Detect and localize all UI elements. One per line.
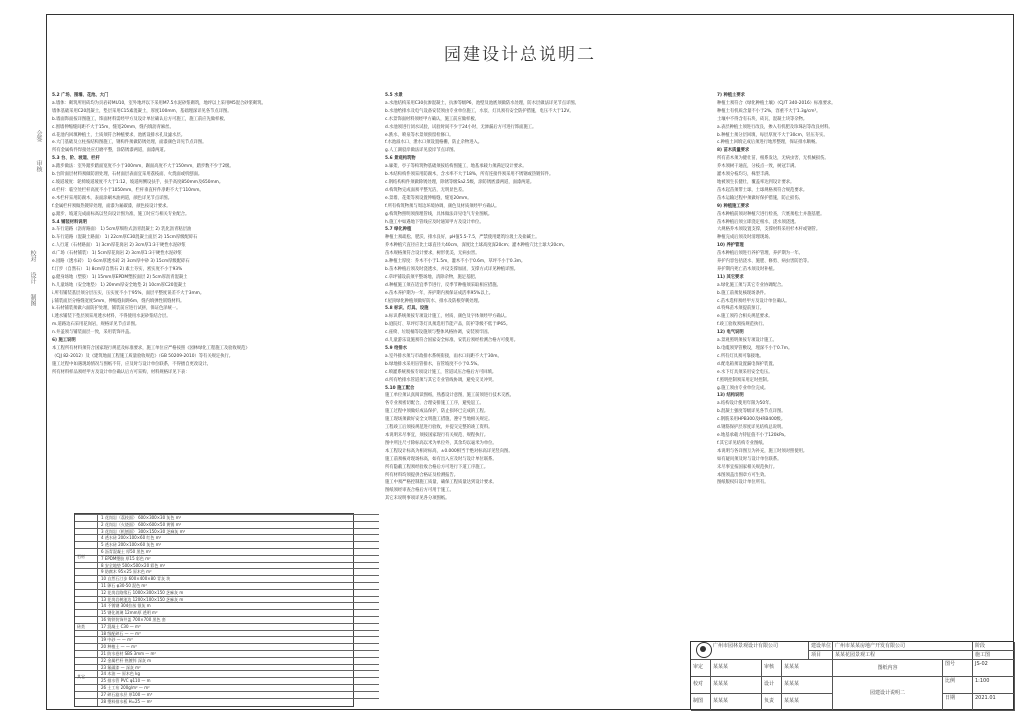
note-line: c.钢结构构件须做除锈处理，除锈等级Sa2.5级，涂防锈底漆两道，面漆两道。 <box>385 179 535 185</box>
side-label: 设计 <box>29 272 36 284</box>
title-block <box>690 641 1014 710</box>
note-line: e.园路（透水砖） 1) 6cm厚透水砖 2) 3cm厚中砂 3) 15cm厚级配碎石 <box>52 259 190 265</box>
note-line: 未尽事宜按国家相关规范执行。 <box>717 464 778 470</box>
note-line: c.喷灌系统须按专项设计施工，管道试压合格后方可回填。 <box>385 369 497 375</box>
note-line: d.特殊苗木须提前预订。 <box>717 306 765 312</box>
table-row: 26 土工布 200g/m² — m² <box>75 684 379 692</box>
note-line: f.竣工验收须按规范执行。 <box>717 322 767 328</box>
note-line: 如有疑问须及时与设计单位联系。 <box>717 456 782 462</box>
note-line: b.水池给排水及电气设备安装须由专业单位施工，水泵、灯具须有安全防护措施，电压不大于12V。 <box>385 108 574 114</box>
note-line: 本说明与各详图互为补充，施工时须对照使用。 <box>717 448 808 454</box>
table-row: 28 塑料排水板 H=25 — m² <box>75 698 379 706</box>
note-line: 图中所注尺寸除标高以米为单位外，其余均以毫米为单位。 <box>385 440 497 446</box>
note-line: 所有材料样品须经甲方及设计单位确认后方可采购，材料规格详见下表： <box>52 369 190 375</box>
note-line: b.墙面饰面按详图施工，饰面材料需经甲方及设计单位确认后方可施工，施工前应先做样板。 <box>52 116 228 122</box>
section-heading: 5.8 标识、灯具、设施 <box>385 306 429 312</box>
note-line: 本图须盖出图章方可生效。 <box>717 472 769 478</box>
note-line: 其它未说明事项详见各分项图纸。 <box>385 496 450 502</box>
table-row: 19 中砂 — — m³ <box>75 636 379 644</box>
note-line: a.车行道路（沥青路面） 1) 5cm厚细粒式沥青混凝土 2) 乳化沥青粘层油 <box>52 227 192 233</box>
section-heading: 13) 结构说明 <box>717 393 744 399</box>
table-row: 6 沥青混凝土 厚50 黑色 m² <box>75 548 379 556</box>
role-name: 某某某 <box>711 694 762 711</box>
date-label: 日期 <box>943 694 973 711</box>
section-heading: 5.10 施工配合 <box>385 385 415 391</box>
note-line: 本说明未尽事宜，须按国家现行有关规范、规程执行。 <box>385 432 489 438</box>
note-line: b.庭院灯、草坪灯等灯具须选用节能产品，防护等级不低于IP65。 <box>385 322 511 328</box>
note-line: 种植土有机质含量不小于2%，容重不大于1.3g/cm³。 <box>717 108 821 114</box>
drawing-no-value: JS-02 <box>973 660 1015 677</box>
note-line: 工程竣工后须按规范进行验收，并提交完整的竣工资料。 <box>385 425 493 431</box>
note-line: 苗木种植后须进行养护管理，养护期为一年。 <box>717 251 803 257</box>
note-line: f.水池溢水口、泄水口须设置格栅，防止杂物进入。 <box>385 140 483 146</box>
role-name: 某某某 <box>711 660 762 677</box>
section-heading: 10) 养护管理 <box>717 243 744 249</box>
note-line: e.水下灯具须采用安全电压。 <box>717 369 773 375</box>
section-heading: 5.4 铺装材料说明 <box>52 219 87 225</box>
table-row: 18 级配碎石 — — m³ <box>75 630 379 638</box>
note-line: 墙体基础采用C20混凝土，垫层采用C15素混凝土，厚度100mm，基础埋深详见各节点详图。 <box>52 108 232 114</box>
note-line: h.儿童场地（安全地垫） 1) 20mm厚安全地垫 2) 10cm厚C20混凝土 <box>52 282 187 288</box>
note-line: d.广场（石材铺装） 1) 5cm厚花岗岩 2) 3cm厚1:3干硬性水泥砂浆 <box>52 251 182 257</box>
note-line: f.金属栏杆须做热镀锌处理，面漆为氟碳漆，颜色按设计要求。 <box>52 203 171 209</box>
note-line: c.围墙伸缩缝间距不大于15m，缝宽20mm，缝内填沥青麻丝。 <box>52 124 174 130</box>
role-label: 负责 <box>762 694 782 711</box>
note-line: d.钢筋保护层厚度详见结构总说明。 <box>717 425 786 431</box>
note-line: a.廊架、亭子等构筑物基础须按结构图施工，地基承载力须满足设计要求。 <box>385 164 527 170</box>
note-line: b.木结构构件须采用防腐木，含水率不大于18%，所有连接件须采用不锈钢或热镀锌件。 <box>385 172 554 178</box>
materials-table <box>74 513 354 707</box>
note-line: 本工程所有材料须符合国家现行规范及标准要求，施工单位应严格按照《园林绿化工程施工及验收规范》 <box>52 346 250 351</box>
note-line: 乔木须树干通直，分枝点一致，树冠丰满。 <box>717 164 799 170</box>
note-line: k.石材铺装须做六面防护处理，铺装前应进行试拼，保证色泽统一。 <box>52 306 181 312</box>
section-heading: 12) 电气说明 <box>717 330 744 336</box>
role-label: 审定 <box>691 660 711 677</box>
note-line: d.配电箱须设置漏电保护装置。 <box>717 361 777 367</box>
side-label: 校对 <box>29 250 36 262</box>
table-row: 13 花岗岩树池边 1200×100×150 芝麻灰 m <box>75 596 379 604</box>
note-line: c.钢筋采用HPB300及HRB400级。 <box>717 417 786 423</box>
note-line: e.地基承载力特征值不小于120kPa。 <box>717 432 789 438</box>
table-row: 16 铸铁装饰井盖 700×700 黑色 套 <box>75 616 379 624</box>
note-line: g.人工湖驳岸做法详见驳岸节点详图。 <box>385 148 458 154</box>
note-line: 种植土须符合《绿化种植土壤》（CJ/T 340-2016）标准要求。 <box>717 100 836 106</box>
table-row: 2 花岗岩（火烧面） 600×600×50 黄锈 m² <box>75 521 379 529</box>
note-line: j.铺装面层分格缝宽度5mm，伸缩缝间距6m，缝内填弹性嵌缝材料。 <box>52 298 185 304</box>
side-label: 审核 <box>35 160 42 172</box>
note-line: 施工过程中须做好成品保护，防止损坏已完成的工程。 <box>385 409 489 415</box>
table-row: 25 排水管 PVC φ110 — m <box>75 677 379 685</box>
note-line: i.所有铺装基层须分层压实，压实度不小于95%，面层平整度误差不大于3mm。 <box>52 290 205 296</box>
note-line: a.表层种植土须进行改良，掺入有机肥及珍珠岩等改良材料。 <box>717 124 833 130</box>
note-line: 乔木种植穴直径应比土球直径大40cm，深度比土球高度深20cm；灌木种植穴比土球大20cm。 <box>385 243 568 249</box>
note-line: g.健身场地（塑胶） 1) 15mm厚EPDM塑胶面层 2) 5cm厚沥青混凝土 <box>52 274 188 280</box>
table-row: 15 钢化玻璃 12mm厚 透明 m² <box>75 609 379 617</box>
stage-value: 施工图 <box>973 651 1015 660</box>
note-line: c.水景饰面材料须经甲方确认，施工前应做样板。 <box>385 116 479 122</box>
role-name: 某某某 <box>782 677 833 694</box>
note-line: 图纸须经审查合格后方可用于施工。 <box>385 488 454 494</box>
table-row: 5 透水砖 200×100×60 灰色 m² <box>75 541 379 549</box>
side-label: 会签 <box>35 130 42 142</box>
note-line: 苗木规格须符合设计要求，树形优美，无病虫害。 <box>385 251 480 257</box>
table-row: 10 自然石汀步 600×400×80 青灰 块 <box>75 575 379 583</box>
note-line: 施工中须严格控制施工质量，确保工程质量达到设计要求。 <box>385 480 497 486</box>
note-line: d.种植施工须在适宜季节进行，反季节种植须采取相应措施。 <box>385 282 501 288</box>
note-line: e.景墙、花架等须设置伸缩缝，缝宽20mm。 <box>385 195 472 201</box>
note-line: 养护内容包括浇水、施肥、修剪、病虫害防治等。 <box>717 259 812 265</box>
role-name: 某某某 <box>782 694 833 711</box>
scale-label: 比例 <box>943 677 973 694</box>
note-line: 所有苗木须为健壮苗，根系发达，无病虫害，无机械损伤。 <box>717 156 829 162</box>
table-row: 3 花岗岩（机刨面） 300×150×30 芝麻灰 m² <box>75 528 379 536</box>
note-line: f.所有构筑物须与周边环境协调，颜色及材质须经甲方确认。 <box>385 203 500 209</box>
note-line: f.照明控制须采用定时控制。 <box>717 377 772 383</box>
note-line: e.木栏杆采用防腐木，表面涂刷木油两道，颜色详见节点详图。 <box>52 195 173 201</box>
section-heading: 7) 种植土要求 <box>717 93 745 98</box>
notes-column-3 <box>717 92 979 562</box>
note-line: b.电缆须穿管敷设，埋深不小于0.7m。 <box>717 346 793 351</box>
table-row: 14 不锈钢 304拉丝 银灰 m <box>75 602 379 610</box>
section-heading: 5.2 广场、围墙、花池、大门 <box>52 93 109 98</box>
notes-column-2 <box>385 92 705 692</box>
note-line: 苗木运输过程中须做好保护措施，防止损伤。 <box>717 195 803 201</box>
note-line: 苗木种植前须对种植穴进行检查，穴底须松土并施基肥。 <box>717 211 825 217</box>
note-line: f.屋顶绿化种植须做好防水、排水及防根穿刺处理。 <box>385 298 483 304</box>
note-line: f.汀步（自然石） 1) 8cm厚自然石 2) 素土夯实，密实度不小于93% <box>52 266 183 272</box>
note-line: c.坡道坡度：轮椅坡道坡度不大于1:12，坡道两侧设扶手，扶手高度850mm及650mm。 <box>52 179 224 185</box>
note-line: b.种植土须分层回填，每层厚度不大于30cm，轻压夯实。 <box>717 132 828 138</box>
note-line: g.踏步、坡道完成面标高以竖向设计图为准，施工时应与相关专业配合。 <box>52 211 190 217</box>
note-line: 施工现场须做好安全文明施工措施，遵守当地相关规定。 <box>385 417 493 423</box>
note-line: g.施工须由专业单位完成。 <box>717 385 769 391</box>
table-row: 17 混凝土 C30 — m³ <box>75 623 379 631</box>
date-value: 2021.01 <box>973 694 1015 711</box>
note-line: c.草坪铺设前须平整场地，清除杂物，施足基肥。 <box>385 274 479 280</box>
company-logo-icon <box>696 642 712 658</box>
table-row: 20 种植土 — — m³ <box>75 643 379 651</box>
section-heading: 5.3 台、阶、坡道、栏杆 <box>52 156 100 162</box>
table-row: 24 木油 — 原木色 kg <box>75 670 379 678</box>
side-sign-labels <box>0 0 46 724</box>
section-heading: 8) 苗木质量要求 <box>717 148 750 154</box>
note-line: c.座椅、垃圾桶等设施须与整体风格协调，安装须牢固。 <box>385 330 492 336</box>
company-name: 广州市园林景观设计有限公司 <box>691 642 809 660</box>
note-line: 苗木种植后须立即浇定根水，浇水须浇透。 <box>717 219 799 225</box>
note-line: c.人行道（石材路面） 1) 3cm厚花岗岩 2) 3cm厚1:3干硬性水泥砂浆 <box>52 243 186 249</box>
note-line: 苗木起苗须带土球，土球规格须符合规范要求。 <box>717 187 808 193</box>
note-line: h.施工中如遇地下管线应及时通知甲方及设计单位。 <box>385 219 484 225</box>
notes-column-1 <box>52 92 354 512</box>
table-row: 21 防水卷材 SBS 3mm — m² <box>75 650 379 658</box>
role-label: 设计 <box>762 677 782 694</box>
section-heading: 6) 施工说明 <box>52 338 76 344</box>
note-line: c.所有灯具须可靠接地。 <box>717 353 764 359</box>
note-line: a.结构设计使用年限为50年。 <box>717 401 774 407</box>
section-heading: 5.6 景观构筑物 <box>385 156 416 162</box>
note-line: 所有隐蔽工程须经验收合格后方可进行下道工序施工。 <box>385 464 489 470</box>
section-heading: 5.5 水景 <box>385 93 403 98</box>
note-line: g.构筑物照明须预埋管线，具体做法详见电气专业图纸。 <box>385 211 493 217</box>
note-line: m.道路边石采用花岗岩，规格详见节点详图。 <box>52 322 140 328</box>
role-label: 制图 <box>691 694 711 711</box>
note-line: e.大门基础及立柱按结构图施工，钢构件须做防锈处理，面漆颜色详见节点详图。 <box>52 140 207 146</box>
note-line: f.其它详见结构专业图纸。 <box>717 440 767 446</box>
side-label: 制图 <box>29 294 36 306</box>
client-label: 建设单位 <box>811 643 832 649</box>
note-line: d.花池内回填种植土，土质须符合种植要求，池底设排水孔及滤水层。 <box>52 132 185 138</box>
note-line: b.混凝土强度等级详见各节点详图。 <box>717 409 786 415</box>
note-line: d.构筑物完成面须平整光洁，无明显色差。 <box>385 187 467 193</box>
project-value: 某某花园景观工程 <box>833 651 973 660</box>
table-group-label: 其它 <box>77 674 85 679</box>
role-name: 某某某 <box>782 660 833 677</box>
note-line: 土壤中不得含有石块、砖瓦、混凝土块等杂物。 <box>717 116 808 122</box>
table-row: 11 卵石 φ30-50 混色 m² <box>75 582 379 590</box>
note-line: d.栏杆：临空处栏杆高度不小于1050mm，栏杆垂直杆件净距不大于110mm。 <box>52 187 204 193</box>
note-line: e.施工须符合相关规范要求。 <box>717 314 773 320</box>
note-line: a.室外排水须与市政排水系统衔接，雨水口间距不大于30m。 <box>385 353 502 359</box>
project-label: 项目 <box>809 651 833 660</box>
table-row: 7 EPDM塑胶 厚15 彩色 m² <box>75 555 379 563</box>
table-row: 4 透水砖 200×100×60 红色 m² <box>75 534 379 542</box>
note-line: 图纸版权归设计单位所有。 <box>717 480 769 486</box>
section-heading: 5.9 给排水 <box>385 346 407 351</box>
note-line: b.绿地排水采用盲管排水，盲管坡度不小于0.5%。 <box>385 361 482 367</box>
note-line: 养护期内死亡苗木须及时补植。 <box>717 266 778 272</box>
table-group-label: 石材 <box>77 554 85 559</box>
table-row: 1 花岗岩（荔枝面） 600×300×30 灰色 m² <box>75 514 379 522</box>
note-line: 施工前须核对现场标高，如有出入应及时与设计单位联系。 <box>385 456 497 462</box>
note-line: e.跌水、喷泉等水景须预留检修口。 <box>385 132 454 138</box>
note-line: a.标识系统须按专项设计施工，材质、颜色及字体须经甲方确认。 <box>385 314 510 320</box>
note-line: 种植完成后须及时清理现场。 <box>717 235 773 241</box>
note-line: d.水池须进行闭水试验，试验时间不少于24小时，无渗漏后方可进行饰面施工。 <box>385 124 537 130</box>
table-row: 12 花岗岩路缘石 1000×300×150 芝麻灰 m <box>75 589 379 597</box>
page-title: 园建设计总说明二 <box>444 45 596 65</box>
note-line: a.绿化施工须与其它专业协调配合。 <box>717 282 786 288</box>
note-line: 各专业须密切配合，合理安排施工工序，避免返工。 <box>385 401 484 407</box>
note-line: 所有金属构件焊接处应打磨平整，涂防锈漆两道，面漆两道。 <box>52 148 169 154</box>
drawing-title: 园建设计说明二 <box>833 677 943 711</box>
drawing-title-label: 图纸内容 <box>833 660 943 677</box>
section-heading: 9) 种植施工要求 <box>717 203 750 209</box>
note-line: n.井盖须与铺装面层一致，采用装饰井盖。 <box>52 330 134 336</box>
note-line: a.景观照明须按专项设计施工。 <box>717 338 777 344</box>
note-line: 施工单位须认真阅读图纸，熟悉设计意图，施工前须进行技术交底。 <box>385 393 514 399</box>
note-line: 本工程设计标高为相对标高，±0.000相当于绝对标高详见竖向图。 <box>385 448 513 454</box>
note-line: l.透水铺装下垫层须采用透水材料，不得使用水泥砂浆结合层。 <box>52 314 171 320</box>
note-line: a.踏步做法：室外踏步踏面宽度不小于300mm，踢面高度不大于150mm，踏步数不少于2级。 <box>52 164 234 170</box>
note-line: e.苗木养护期为一年，养护期内须保证成活率95%以上。 <box>385 290 494 296</box>
note-line: 种植土须疏松、肥沃、排水良好，pH值5.5-7.5，严禁使用建筑垃圾土及盐碱土。 <box>385 235 540 241</box>
note-line: c.苗木选样须经甲方及设计单位确认。 <box>717 298 790 304</box>
table-row: 9 防腐木 95×25 原木色 m² <box>75 568 379 576</box>
note-line: d.所有给排水管道须与其它专业管线协调，避免交叉冲突。 <box>385 377 497 383</box>
section-heading: 11) 其它要求 <box>717 274 744 280</box>
client-value: 广州市某某房地产开发有限公司 <box>833 642 973 651</box>
note-line: b.施工前须复核现场条件。 <box>717 290 769 296</box>
note-line: b.车行道路（混凝土路面） 1) 22cm厚C30混凝土面层 2) 15cm厚级配碎石 <box>52 235 198 241</box>
note-line: 大规格乔木须设置支撑，支撑材料采用杉木杆或钢管。 <box>717 227 821 233</box>
section-heading: 5.7 绿化种植 <box>385 227 412 233</box>
note-line: b.苗木种植后须及时浇透水，并设支撑加固，支撑方式详见种植详图。 <box>385 266 518 272</box>
table-row: 22 金属栏杆 热镀锌 深灰 m <box>75 657 379 665</box>
note-line: a.种植土厚度：乔木不小于1.5m，灌木不小于0.6m，草坪不小于0.3m。 <box>385 259 526 265</box>
note-line: 所有材料均须提供合格证及检测报告。 <box>385 472 459 478</box>
note-line: b.台阶面层材料须做防滑处理，石材面层表面宜采用荔枝面、火烧面或机刨面。 <box>52 172 203 178</box>
note-line: 施工过程中如遇现场情况与图纸不符，应及时与设计单位联系，不得擅自更改设计。 <box>52 361 211 367</box>
note-line: 地被须生长健壮，覆盖率达到设计要求。 <box>717 179 795 185</box>
table-row: 27 碎石滤水层 厚100 — m³ <box>75 691 379 699</box>
drawing-no-label: 图号 <box>943 660 973 677</box>
role-label: 审核 <box>762 660 782 677</box>
role-name: 某某某 <box>711 677 762 694</box>
role-label: 校对 <box>691 677 711 694</box>
note-line: c.种植土回填完成后须进行地形整理，保证排水顺畅。 <box>717 140 820 146</box>
stage-label: 阶段 <box>973 642 1015 651</box>
note-line: a.墙体：砌筑所用砖均为页岩砖MU10，室外地坪以下采用M7.5水泥砂浆砌筑，地坪以上采用M5混合砂浆砌筑。 <box>52 100 266 106</box>
note-line: 灌木须分枝均匀，株型丰满。 <box>717 172 773 178</box>
table-row: 23 氟碳漆 — 深灰 m² <box>75 664 379 672</box>
note-line: （CJJ 82-2012）及《建筑地面工程施工质量验收规范》（GB 50209-2010）等有关规定执行。 <box>52 353 234 359</box>
table-row: 8 安全地垫 500×500×20 彩色 m² <box>75 562 379 570</box>
note-line: d.儿童游乐设施须符合国家安全标准，安装后须经检测合格方可使用。 <box>385 338 518 344</box>
scale-value: 1:100 <box>973 677 1015 694</box>
table-group-label: 砖类 <box>77 624 85 629</box>
note-line: a.水池结构采用C30抗渗混凝土，抗渗等级P6，池壁及池底须做防水处理，防水层做法详见节点详图。 <box>385 100 579 106</box>
